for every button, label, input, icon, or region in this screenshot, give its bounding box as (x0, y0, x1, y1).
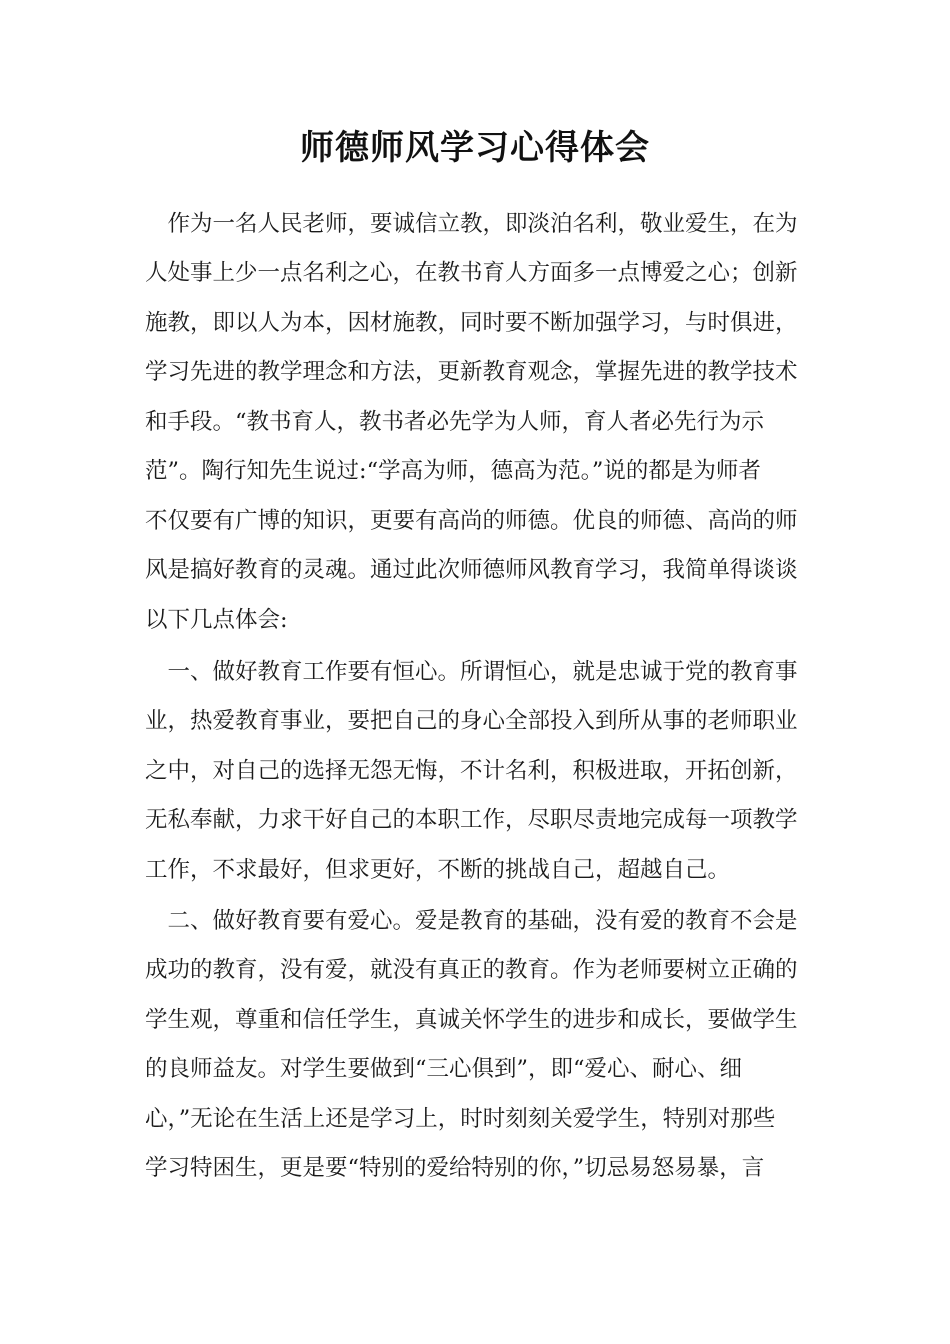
body-line: 不仅要有广博的知识，更要有高尚的师德。优良的师德、高尚的师 (145, 508, 798, 534)
body-line: 风是搞好教育的灵魂。通过此次师德师风教育学习，我简单得谈谈 (145, 557, 798, 583)
body-line: 范”。陶行知先生说过:“学高为师，德高为范。”说的都是为师者 (145, 458, 761, 484)
body-line: 二、做好教育要有爱心。爱是教育的基础，没有爱的教育不会是 (145, 908, 798, 934)
body-line: 人处事上少一点名利之心，在教书育人方面多一点博爱之心；创新 (145, 260, 798, 286)
body-line: 施教，即以人为本，因材施教，同时要不断加强学习，与时俱进， (145, 310, 798, 336)
body-line: 学习先进的教学理念和方法，更新教育观念，掌握先进的教学技术 (145, 359, 798, 385)
body-line: 以下几点体会: (145, 607, 288, 633)
body-line: 无私奉献，力求干好自己的本职工作，尽职尽责地完成每一项教学 (145, 807, 798, 833)
body-line: 学生观，尊重和信任学生，真诚关怀学生的进步和成长，要做学生 (145, 1007, 798, 1033)
body-line: 的良师益友。对学生要做到“三心俱到”，即“爱心、耐心、细 (145, 1056, 743, 1082)
page-title: 师德师风学习心得体会 (300, 128, 650, 168)
body-line: 作为一名人民老师，要诚信立教，即淡泊名利，敬业爱生，在为 (145, 211, 798, 237)
body-line: 和手段。“教书育人，教书者必先学为人师，育人者必先行为示 (145, 409, 765, 435)
body-line: 一、做好教育工作要有恒心。所谓恒心，就是忠诚于党的教育事 (145, 659, 798, 685)
body-line: 成功的教育，没有爱，就没有真正的教育。作为老师要树立正确的 (145, 957, 798, 983)
body-line: 业，热爱教育事业，要把自己的身心全部投入到所从事的老师职业 (145, 708, 798, 734)
body-line: 学习特困生，更是要“特别的爱给特别的你，”切忌易怒易暴，言 (145, 1155, 765, 1181)
body-line: 之中，对自己的选择无怨无悔，不计名利，积极进取，开拓创新， (145, 758, 798, 784)
body-line: 心，”无论在生活上还是学习上，时时刻刻关爱学生，特别对那些 (145, 1106, 776, 1132)
body-line: 工作，不求最好，但求更好，不断的挑战自己，超越自己。 (145, 857, 731, 883)
